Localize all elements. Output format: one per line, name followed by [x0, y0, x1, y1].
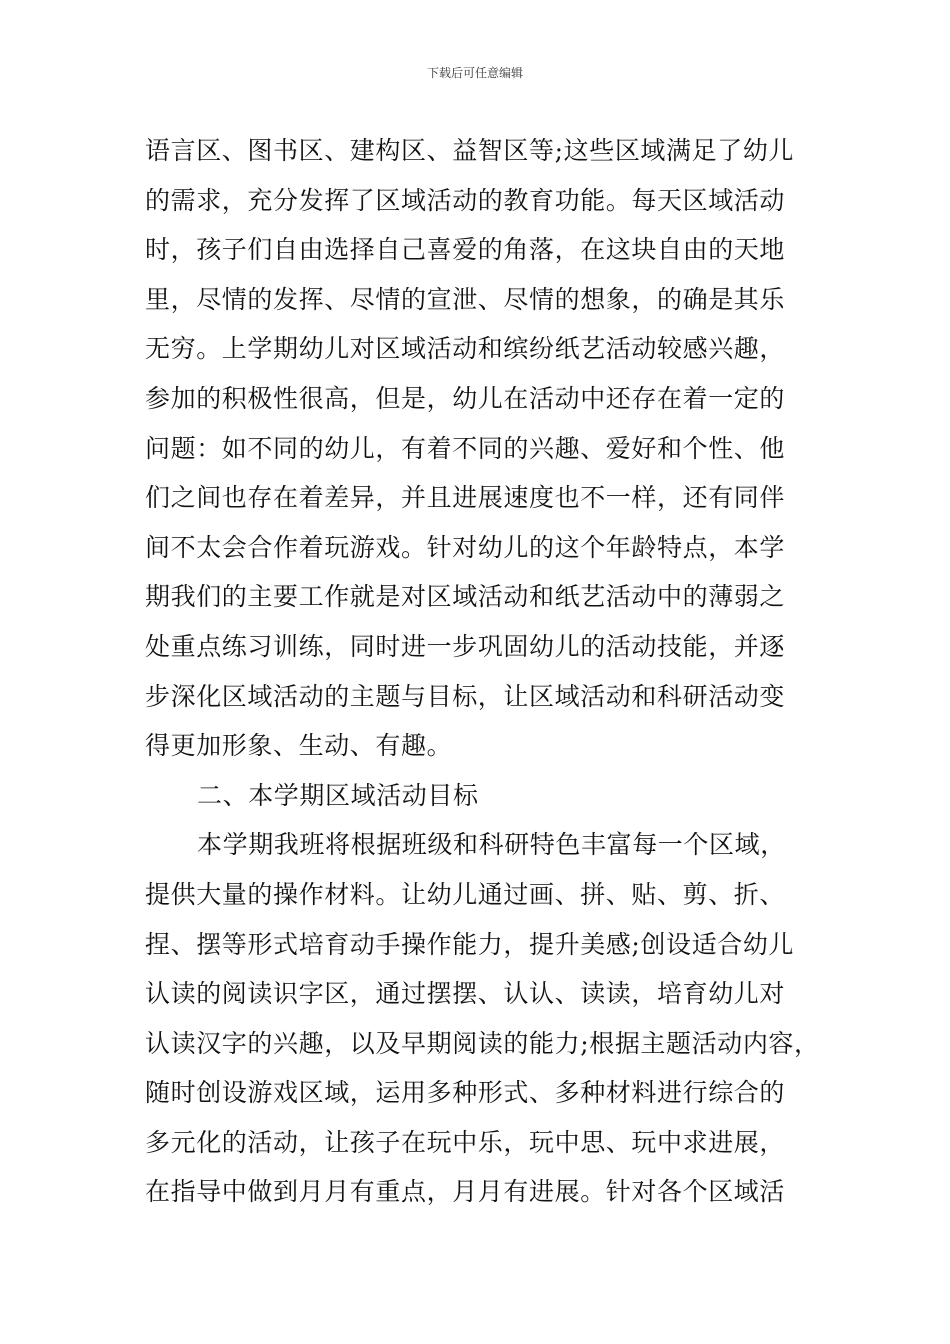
text-line: 问题：如不同的幼儿，有着不同的兴趣、爱好和个性、他	[145, 433, 786, 463]
text-line: 语言区、图书区、建构区、益智区等;这些区域满足了幼儿	[145, 136, 795, 165]
text-line: 多元化的活动，让孩子在玩中乐，玩中思、玩中求进展，	[145, 1127, 786, 1157]
page-header: 下载后可任意编辑	[426, 66, 523, 80]
text-line: 参加的积极性很高，但是，幼儿在活动中还存在着一定的	[145, 383, 786, 413]
text-line: 里，尽情的发挥、尽情的宣泄、尽情的想象，的确是其乐	[145, 284, 786, 314]
text-line: 随时创设游戏区域，运用多种形式、多种材料进行综合的	[145, 1078, 786, 1108]
text-line: 无穷。上学期幼儿对区域活动和缤纷纸艺活动较感兴趣，	[145, 334, 786, 364]
text-line: 们之间也存在着差异，并且进展速度也不一样，还有同伴	[145, 483, 786, 513]
text-line: 的需求，充分发挥了区域活动的教育功能。每天区域活动	[145, 185, 786, 215]
text-line: 提供大量的操作材料。让幼儿通过画、拼、贴、剪、折、	[145, 879, 786, 909]
text-line: 间不太会合作着玩游戏。针对幼儿的这个年龄特点，本学	[145, 532, 786, 562]
body-text	[145, 126, 825, 1217]
text-line: 认读汉字的兴趣，以及早期阅读的能力;根据主题活动内容，	[145, 1028, 820, 1058]
text-line: 步深化区域活动的主题与目标，让区域活动和科研活动变	[145, 681, 786, 711]
text-line: 处重点练习训练，同时进一步巩固幼儿的活动技能，并逐	[145, 631, 786, 661]
text-line: 得更加形象、生动、有趣。	[145, 731, 453, 761]
text-line: 捏、摆等形式培育动手操作能力，提升美感;创设适合幼儿	[145, 929, 795, 959]
text-line: 认读的阅读识字区，通过摆摆、认认、读读，培育幼儿对	[145, 979, 786, 1009]
text-line: 本学期我班将根据班级和科研特色丰富每一个区域，	[197, 830, 786, 860]
text-line: 时，孩子们自由选择自己喜爱的角落，在这块自由的天地	[145, 235, 786, 265]
section-heading: 二、本学期区域活动目标	[197, 780, 479, 810]
text-line: 期我们的主要工作就是对区域活动和纸艺活动中的薄弱之	[145, 582, 786, 612]
text-line: 在指导中做到月月有重点，月月有进展。针对各个区域活	[145, 1177, 786, 1207]
